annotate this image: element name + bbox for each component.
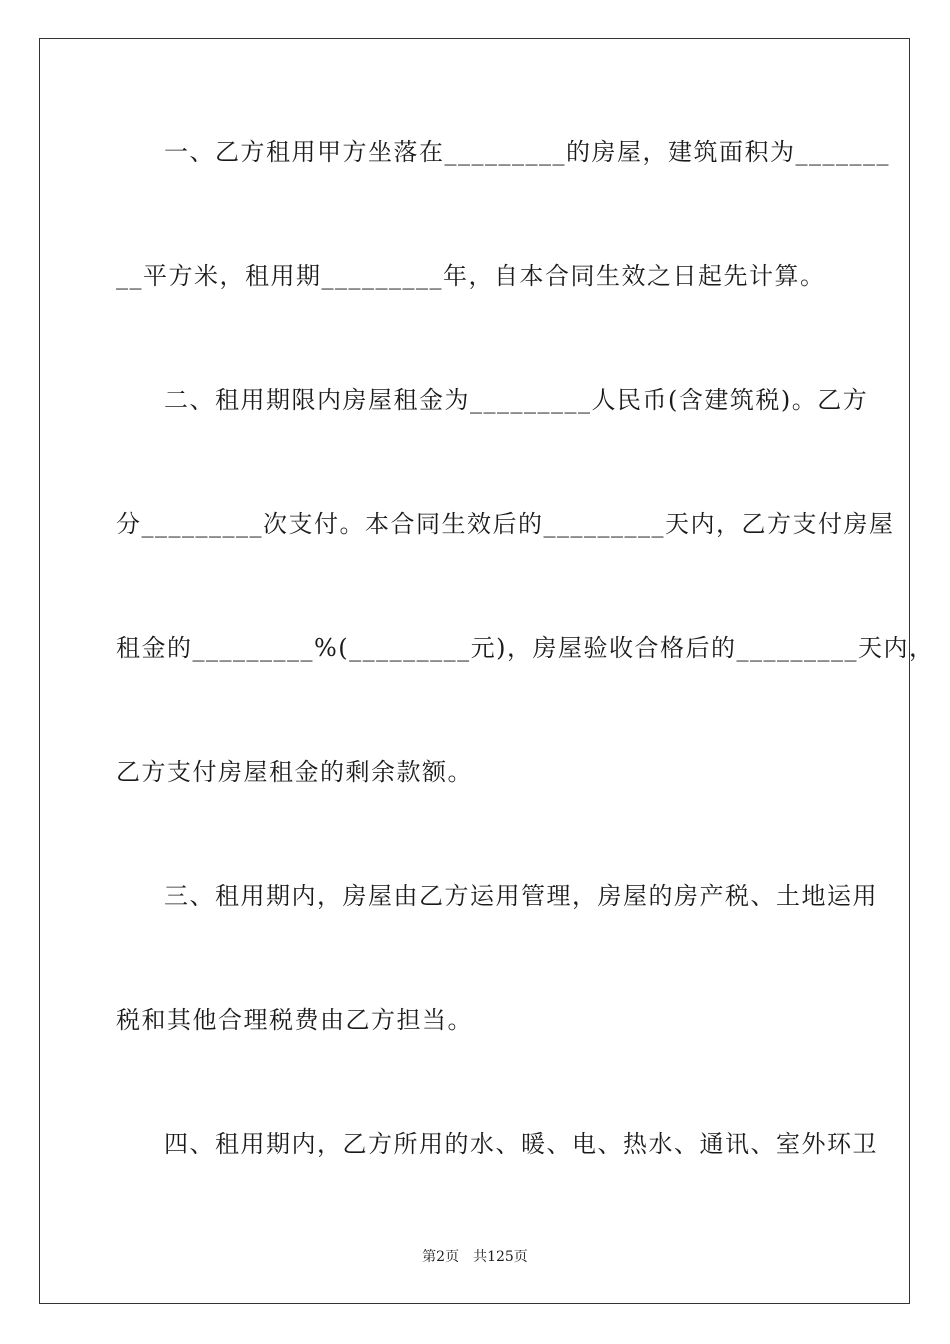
clause-2-line-3: 租金的_________%(_________元)，房屋验收合格后的_________天内， bbox=[116, 634, 935, 662]
clause-1-line-1: 一、乙方租用甲方坐落在_________的房屋，建筑面积为_______ bbox=[164, 138, 890, 166]
clause-4-line-1: 四、租用期内，乙方所用的水、暖、电、热水、通讯、室外环卫 bbox=[164, 1130, 878, 1158]
clause-2-line-2: 分_________次支付。本合同生效后的_________天内，乙方支付房屋 bbox=[116, 510, 895, 538]
clause-3-line-1: 三、租用期内，房屋由乙方运用管理，房屋的房产税、土地运用 bbox=[164, 882, 878, 910]
clause-2-line-1: 二、租用期限内房屋租金为_________人民币(含建筑税)。乙方 bbox=[164, 386, 869, 414]
clause-1-line-2: __平方米，租用期_________年，自本合同生效之日起先计算。 bbox=[116, 262, 826, 290]
clause-3-line-2: 税和其他合理税费由乙方担当。 bbox=[116, 1006, 473, 1034]
clause-2-line-4: 乙方支付房屋租金的剩余款额。 bbox=[116, 758, 473, 786]
page-border bbox=[39, 38, 935, 1304]
page-footer: 第2页 共125页 bbox=[422, 1249, 528, 1265]
